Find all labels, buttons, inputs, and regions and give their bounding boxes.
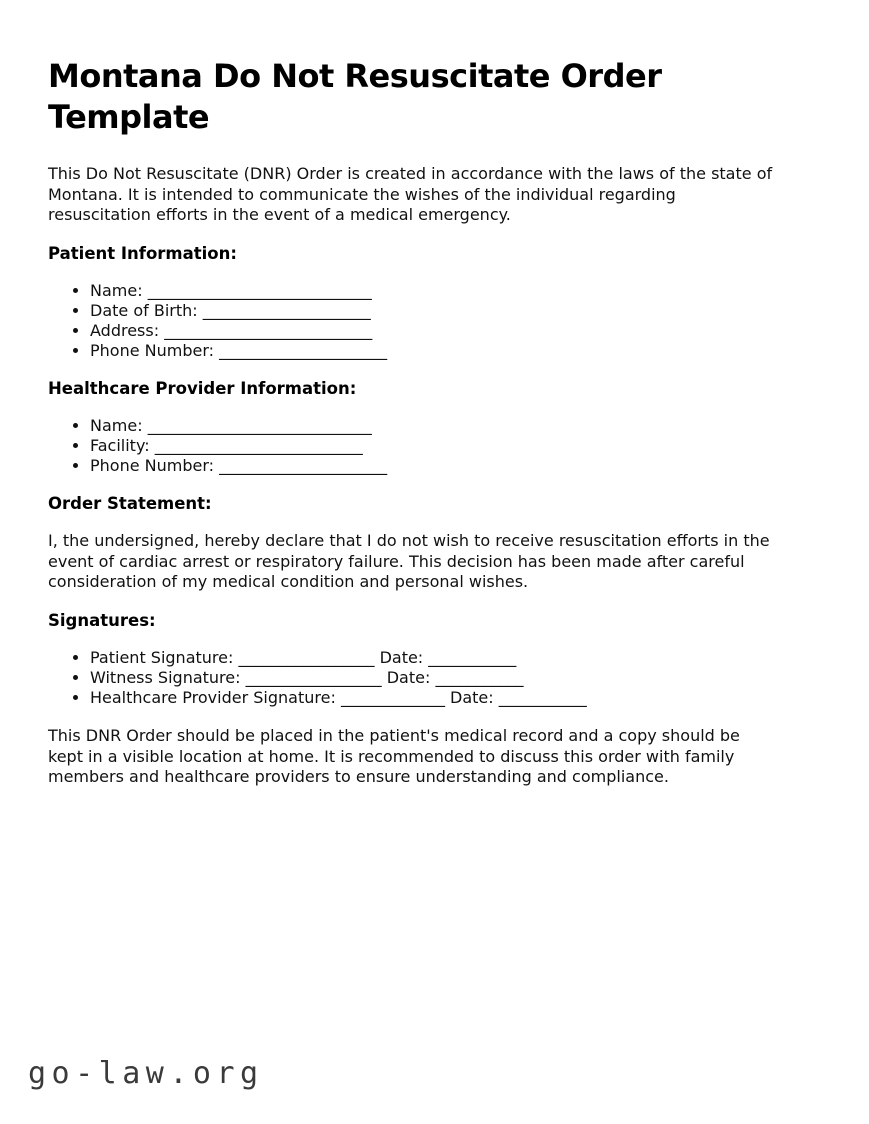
date-blank-line: ___________ [428, 648, 517, 668]
blank-line: __________________________ [164, 320, 373, 340]
list-item [90, 648, 777, 668]
intro-paragraph: This Do Not Resuscitate (DNR) Order is created in accordance with the laws of the state of Montana. It is intended to communicate the wishes of the individual regarding resuscitation efforts in the event of a medical emergency. [48, 163, 773, 225]
list-item [90, 301, 777, 321]
blank-line: _____________________ [219, 456, 388, 476]
list-item [90, 341, 777, 361]
closing-paragraph: This DNR Order should be placed in the patient's medical record and a copy should be kept in a visible location at home. It is recommended to discuss this order with family members and healthcare providers to ensure understanding and compliance. [48, 726, 740, 787]
signature-blank-line: _____________ [340, 688, 445, 708]
list-item [90, 281, 777, 301]
list-item [90, 436, 777, 456]
order-statement-paragraph: I, the undersigned, hereby declare that I do not wish to receive resuscitation efforts in the event of cardiac arrest or respiratory failure. This decision has been made after careful consideration of my medical condition and personal wishes. [48, 531, 770, 592]
patient-info-list [48, 281, 777, 361]
blank-line: _____________________ [202, 300, 371, 320]
field-label: Witness Signature: [90, 668, 241, 688]
order-statement-heading: Order Statement: [48, 494, 212, 514]
blank-line: ____________________________ [147, 280, 372, 300]
date-blank-line: ___________ [435, 668, 524, 688]
field-label: Date of Birth: [90, 300, 198, 320]
list-item [90, 321, 777, 341]
field-label: Phone Number: [90, 340, 215, 360]
page-title: Montana Do Not Resuscitate Order Template [48, 57, 662, 136]
footer-logo: go-law.org [28, 1056, 264, 1091]
field-label: Name: [90, 280, 143, 300]
date-label: Date: [386, 668, 431, 688]
signatures-list [48, 648, 777, 708]
provider-info-heading: Healthcare Provider Information: [48, 378, 357, 398]
patient-info-heading: Patient Information: [48, 243, 237, 263]
blank-line: ____________________________ [147, 416, 372, 436]
blank-line: __________________________ [154, 436, 363, 456]
field-label: Name: [90, 416, 143, 436]
blank-line: _____________________ [219, 340, 388, 360]
list-item [90, 688, 777, 708]
list-item [90, 456, 777, 476]
provider-info-list [48, 416, 777, 476]
field-label: Phone Number: [90, 456, 215, 476]
date-label: Date: [450, 688, 494, 708]
field-label: Patient Signature: [90, 648, 234, 668]
field-label: Address: [90, 320, 160, 340]
signature-blank-line: _________________ [245, 668, 382, 688]
list-item [90, 416, 777, 436]
date-blank-line: ___________ [498, 688, 587, 708]
signatures-heading: Signatures: [48, 611, 156, 631]
field-label: Healthcare Provider Signature: [90, 688, 336, 708]
date-label: Date: [379, 648, 424, 668]
list-item [90, 668, 777, 688]
field-label: Facility: [90, 436, 150, 456]
signature-blank-line: _________________ [238, 648, 375, 668]
